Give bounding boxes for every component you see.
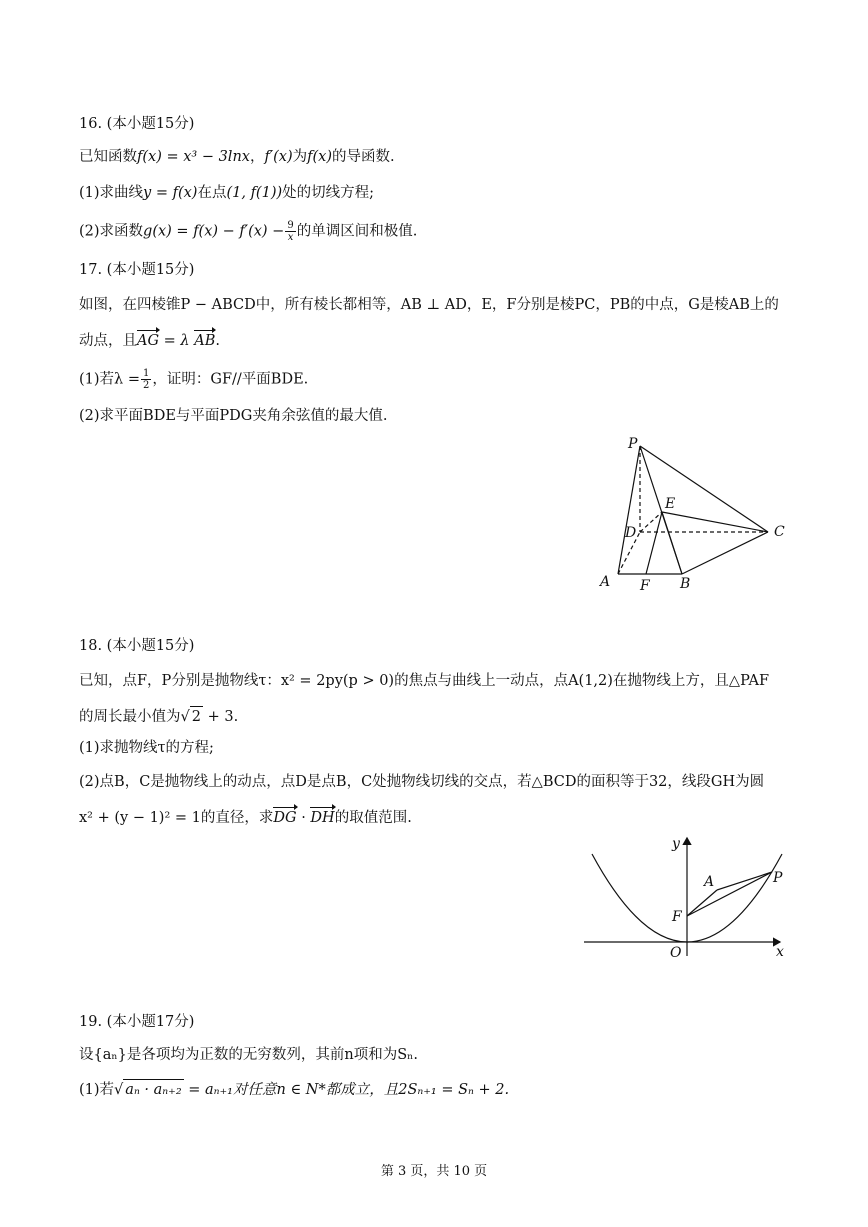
label-p: P: [773, 870, 783, 886]
vector-ag: AG: [137, 333, 160, 349]
q18-line-5: x² + (y − 1)² = 1的直径，求DG · DH的取值范围.: [79, 810, 412, 826]
label-x: x: [776, 944, 784, 960]
label-y: y: [672, 836, 680, 852]
q17-line-4: (2)求平面BDE与平面PDG夹角余弦值的最大值.: [79, 408, 388, 424]
q16-line-3: (2)求函数g(x) = f(x) − f′(x) − $\frac{9}{x}$ 的单调区间和极值.: [79, 220, 418, 243]
q16-line-1: 已知函数f(x) = x³ − 3lnx，f′(x)为f(x)的导函数.: [79, 149, 395, 165]
q18-line-3: (1)求抛物线τ的方程;: [79, 740, 214, 756]
page-footer: 第 3 页，共 10 页: [380, 1164, 488, 1179]
parabola-figure: [580, 828, 792, 963]
label-a: A: [704, 874, 715, 890]
label-f: F: [640, 578, 650, 594]
vector-dg: DG: [273, 810, 297, 826]
q19-title: 19. (本小题17分): [79, 1014, 195, 1030]
label-a: A: [600, 574, 611, 590]
vector-ab: AB: [194, 333, 216, 349]
q18-line-1: 已知，点F，P分别是抛物线τ：x² = 2py(p > 0)的焦点与曲线上一动点，点A(1,2)在抛物线上方，且△PAF: [79, 673, 770, 689]
label-e: E: [665, 496, 676, 512]
fraction-one-half: $\frac{1}{2}$: [143, 368, 150, 391]
label-o: O: [670, 945, 682, 961]
q18-line-4: (2)点B，C是抛物线上的动点，点D是点B，C处抛物线切线的交点，若△BCD的面积等于32，线段GH为圆: [79, 774, 765, 790]
q18-title: 18. (本小题15分): [79, 638, 195, 654]
label-b: B: [680, 576, 691, 592]
vector-dh: DH: [310, 810, 335, 826]
q17-title: 17. (本小题15分): [79, 262, 195, 278]
fraction-9-over-x: $\frac{9}{x}$: [287, 220, 294, 243]
q18-line-2: 的周长最小值为√ 2 + 3.: [79, 706, 238, 727]
q17-line-1: 如图，在四棱锥P − ABCD中，所有棱长都相等，AB ⊥ AD，E，F分别是棱PC，PB的中点，G是棱AB上的: [79, 297, 779, 313]
q17-line-3: (1)若λ = $\frac{1}{2}$ ，证明：GF//平面BDE.: [79, 368, 309, 391]
label-d: D: [625, 525, 637, 541]
q16-title: 16. (本小题15分): [79, 116, 195, 132]
q17-line-2: 动点，且AG = λ AB.: [79, 333, 220, 349]
label-c: C: [774, 524, 785, 540]
q19-line-1: 设{aₙ}是各项均为正数的无穷数列，其前n项和为Sₙ.: [79, 1047, 419, 1063]
q16-line-2: (1)求曲线y = f(x)在点(1, f(1))处的切线方程;: [79, 185, 375, 201]
label-p: P: [628, 436, 638, 452]
label-f: F: [672, 909, 682, 925]
q19-line-2: (1)若√ aₙ · aₙ₊₂ = aₙ₊₁对任意n ∈ N*都成立，且2Sₙ₊₁ = Sₙ + 2.: [79, 1079, 509, 1100]
pyramid-figure: [590, 430, 800, 600]
